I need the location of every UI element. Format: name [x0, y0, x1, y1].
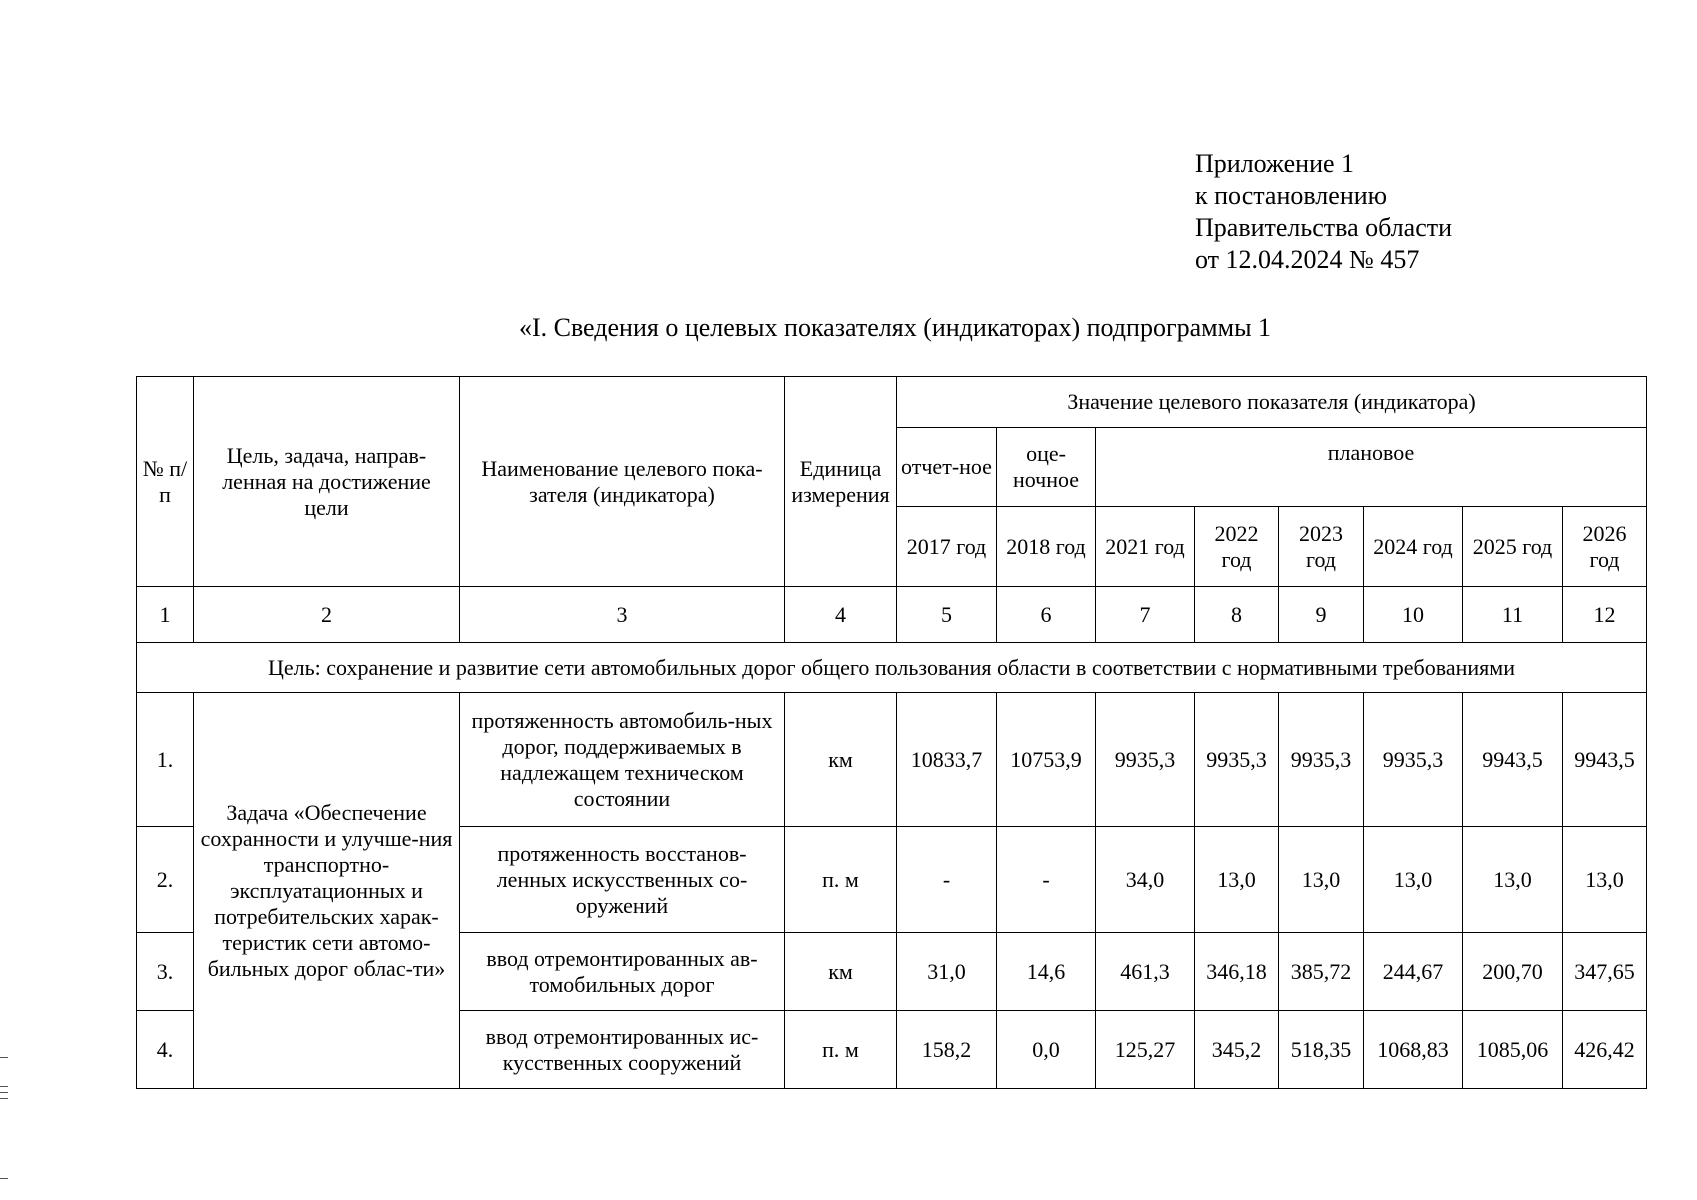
header-year: 2021 год	[1096, 507, 1195, 587]
value-cell: 345,2	[1195, 1011, 1279, 1089]
value-cell: 10833,7	[897, 693, 997, 827]
annex-line-4: от 12.04.2024 № 457	[1195, 245, 1420, 274]
indicator-name: протяженность автомобиль-ных дорог, поддерживаемых в надлежащем техническом состоянии	[460, 693, 785, 827]
value-cell: 14,6	[997, 933, 1096, 1011]
value-cell: 13,0	[1279, 827, 1364, 933]
row-num: 3.	[137, 933, 194, 1011]
column-number: 2	[194, 587, 460, 643]
value-cell: 9935,3	[1096, 693, 1195, 827]
scan-edge-mark	[0, 1092, 8, 1093]
column-number: 4	[785, 587, 897, 643]
row-num: 2.	[137, 827, 194, 933]
indicators-table	[136, 376, 1647, 1089]
indicator-name: ввод отремонтированных ав-томобильных дорог	[460, 933, 785, 1011]
value-cell: 9935,3	[1364, 693, 1463, 827]
value-cell: 1068,83	[1364, 1011, 1463, 1089]
header-value: Значение целевого показателя (индикатора)	[897, 377, 1647, 428]
value-cell: 346,18	[1195, 933, 1279, 1011]
task-cell: Задача «Обеспечение сохранности и улучше-ния транспортно-эксплуатационных и потребительских харак-теристик сети автомо-бильных дорог облас-ти»	[194, 693, 460, 1089]
unit-cell: км	[785, 693, 897, 827]
value-cell: 34,0	[1096, 827, 1195, 933]
header-year: 2026 год	[1563, 507, 1647, 587]
row-num: 1.	[137, 693, 194, 827]
header-year: 2024 год	[1364, 507, 1463, 587]
column-number: 9	[1279, 587, 1364, 643]
header-year: 2018 год	[997, 507, 1096, 587]
scan-edge-mark	[0, 1098, 8, 1099]
scan-edge-mark	[0, 1178, 8, 1179]
column-number: 1	[137, 587, 194, 643]
value-cell: -	[897, 827, 997, 933]
table-row	[137, 693, 1647, 827]
header-goal: Цель, задача, направ-ленная на достижение цели	[194, 377, 460, 587]
value-cell: 10753,9	[997, 693, 1096, 827]
header-year: 2022 год	[1195, 507, 1279, 587]
header-num: № п/п	[137, 377, 194, 587]
unit-cell: км	[785, 933, 897, 1011]
value-cell: 9935,3	[1279, 693, 1364, 827]
header-estimated: оце-ночное	[997, 428, 1096, 507]
annex-line-3: Правительства области	[1195, 213, 1453, 242]
row-num: 4.	[137, 1011, 194, 1089]
value-cell: 461,3	[1096, 933, 1195, 1011]
value-cell: 385,72	[1279, 933, 1364, 1011]
value-cell: 1085,06	[1463, 1011, 1563, 1089]
value-cell: 13,0	[1195, 827, 1279, 933]
value-cell: 426,42	[1563, 1011, 1647, 1089]
scan-edge-mark	[0, 1057, 8, 1058]
column-number: 6	[997, 587, 1096, 643]
header-reported: отчет-ное	[897, 428, 997, 507]
annex-line-2: к постановлению	[1195, 181, 1388, 210]
header-year: 2025 год	[1463, 507, 1563, 587]
column-number: 10	[1364, 587, 1463, 643]
value-cell: 158,2	[897, 1011, 997, 1089]
value-cell: 9935,3	[1195, 693, 1279, 827]
value-cell: 200,70	[1463, 933, 1563, 1011]
column-number: 5	[897, 587, 997, 643]
value-cell: 347,65	[1563, 933, 1647, 1011]
indicator-name: протяженность восстанов-ленных искусственных со-оружений	[460, 827, 785, 933]
unit-cell: п. м	[785, 827, 897, 933]
column-number: 8	[1195, 587, 1279, 643]
indicator-name: ввод отремонтированных ис-кусственных сооружений	[460, 1011, 785, 1089]
header-unit: Единица измерения	[785, 377, 897, 587]
column-number: 11	[1463, 587, 1563, 643]
header-year: 2017 год	[897, 507, 997, 587]
annex-line-1: Приложение 1	[1195, 149, 1355, 178]
header-year: 2023 год	[1279, 507, 1364, 587]
header-indicator: Наименование целевого пока-зателя (индикатора)	[460, 377, 785, 587]
value-cell: 9943,5	[1563, 693, 1647, 827]
column-number: 12	[1563, 587, 1647, 643]
column-number: 7	[1096, 587, 1195, 643]
value-cell: 125,27	[1096, 1011, 1195, 1089]
unit-cell: п. м	[785, 1011, 897, 1089]
value-cell: 244,67	[1364, 933, 1463, 1011]
annex-block	[1195, 148, 1452, 276]
document-title: «I. Сведения о целевых показателях (индикаторах) подпрограммы 1	[518, 313, 1272, 342]
value-cell: 13,0	[1463, 827, 1563, 933]
column-number: 3	[460, 587, 785, 643]
goal-row: Цель: сохранение и развитие сети автомобильных дорог общего пользования области в соответствии с нормативными требованиями	[137, 643, 1647, 693]
value-cell: 0,0	[997, 1011, 1096, 1089]
value-cell: 518,35	[1279, 1011, 1364, 1089]
scan-edge-mark	[0, 1086, 8, 1087]
value-cell: -	[997, 827, 1096, 933]
value-cell: 13,0	[1563, 827, 1647, 933]
header-planned: плановое	[1096, 428, 1647, 507]
value-cell: 9943,5	[1463, 693, 1563, 827]
value-cell: 13,0	[1364, 827, 1463, 933]
value-cell: 31,0	[897, 933, 997, 1011]
